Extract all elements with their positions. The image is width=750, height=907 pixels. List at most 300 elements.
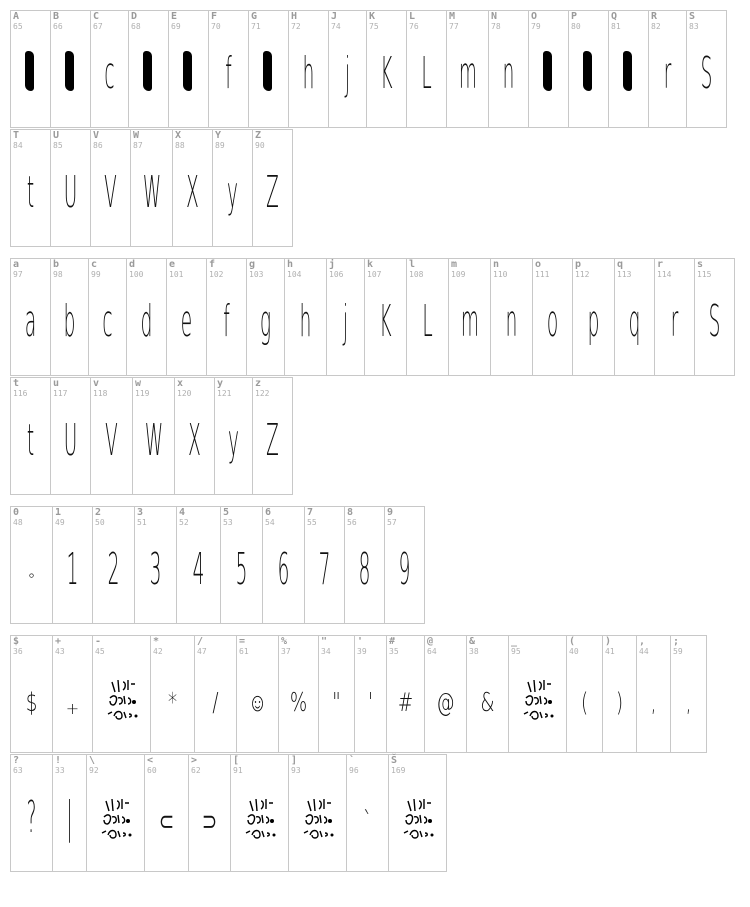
glyph-label: k xyxy=(367,259,374,270)
glyph-sample: ☺ xyxy=(248,688,267,718)
glyph-label: Z xyxy=(255,130,262,141)
glyph-cell xyxy=(568,10,609,128)
glyph-cell xyxy=(144,754,189,872)
glyph-code: 120 xyxy=(177,389,192,398)
glyph-cell xyxy=(488,10,529,128)
glyph-cell xyxy=(424,635,467,753)
glyph-sample: h xyxy=(302,48,315,99)
glyph-label: L xyxy=(409,11,416,22)
glyph-code: 57 xyxy=(387,518,397,527)
glyph-cell xyxy=(50,10,91,128)
glyph-sample: o xyxy=(546,296,559,347)
glyph-sample: y xyxy=(227,167,238,218)
glyph-code: 71 xyxy=(251,22,261,31)
glyph-sample: ' xyxy=(367,688,374,718)
glyph-code: 85 xyxy=(53,141,63,150)
glyph-code: 78 xyxy=(491,22,501,31)
glyph-label: , xyxy=(639,636,646,647)
glyph-cell xyxy=(10,10,51,128)
glyph-code: 88 xyxy=(175,141,185,150)
glyph-code: 70 xyxy=(211,22,221,31)
glyph-cell xyxy=(126,258,167,376)
glyph-label: h xyxy=(287,259,294,270)
glyph-cell xyxy=(134,506,177,624)
glyph-label: A xyxy=(13,11,20,22)
glyph-code: 86 xyxy=(93,141,103,150)
glyph-sample: 5 xyxy=(235,544,248,595)
glyph-code: 35 xyxy=(389,647,399,656)
glyph-code: 169 xyxy=(391,766,406,775)
glyph-code: 77 xyxy=(449,22,459,31)
filled-glyph-shape xyxy=(543,51,552,91)
glyph-label: ( xyxy=(569,636,576,647)
glyph-sample: X xyxy=(186,167,199,218)
logo-glyph-icon xyxy=(400,795,436,841)
glyph-cell xyxy=(466,635,509,753)
glyph-code: 102 xyxy=(209,270,224,279)
glyph-cell xyxy=(206,258,247,376)
glyph-code: 72 xyxy=(291,22,301,31)
glyph-cell xyxy=(566,635,603,753)
glyph-code: 52 xyxy=(179,518,189,527)
glyph-sample: L xyxy=(422,296,433,347)
glyph-label: # xyxy=(389,636,396,647)
glyph-cell xyxy=(490,258,533,376)
glyph-sample: j xyxy=(342,296,349,347)
glyph-code: 100 xyxy=(129,270,144,279)
glyph-label: H xyxy=(291,11,298,22)
glyph-label: Š xyxy=(391,755,398,766)
glyph-label: \ xyxy=(89,755,96,766)
glyph-code: 59 xyxy=(673,647,683,656)
glyph-sample: L xyxy=(421,48,432,99)
glyph-sample: t xyxy=(26,167,35,218)
glyph-label: ` xyxy=(349,755,356,766)
glyph-label: T xyxy=(13,130,20,141)
glyph-code: 38 xyxy=(469,647,479,656)
glyph-sample: c xyxy=(102,296,113,347)
filled-glyph-shape xyxy=(25,51,34,91)
glyph-cell xyxy=(354,635,387,753)
glyph-sample: S xyxy=(708,296,721,347)
glyph-sample: X xyxy=(188,415,201,466)
glyph-code: 33 xyxy=(55,766,65,775)
glyph-label: C xyxy=(93,11,100,22)
glyph-cell xyxy=(194,635,237,753)
glyph-label: = xyxy=(239,636,246,647)
glyph-cell xyxy=(52,635,93,753)
glyph-cell xyxy=(168,10,209,128)
glyph-cell xyxy=(284,258,327,376)
glyph-sample: , xyxy=(650,688,657,718)
glyph-code: 83 xyxy=(689,22,699,31)
glyph-sample: % xyxy=(289,688,308,718)
glyph-label: 7 xyxy=(307,507,314,518)
glyph-code: 51 xyxy=(137,518,147,527)
glyph-label: D xyxy=(131,11,138,22)
glyph-label: M xyxy=(449,11,456,22)
glyph-code: 43 xyxy=(55,647,65,656)
glyph-cell xyxy=(614,258,655,376)
glyph-cell xyxy=(10,129,51,247)
glyph-label: p xyxy=(575,259,582,270)
glyph-cell xyxy=(230,754,289,872)
glyph-cell xyxy=(212,129,253,247)
glyph-code: 109 xyxy=(451,270,466,279)
glyph-sample: 3 xyxy=(149,544,162,595)
glyph-label: q xyxy=(617,259,624,270)
glyph-label: w xyxy=(135,378,142,389)
glyph-label: V xyxy=(93,130,100,141)
glyph-label: B xyxy=(53,11,60,22)
glyph-code: 89 xyxy=(215,141,225,150)
glyph-label: N xyxy=(491,11,498,22)
glyph-cell xyxy=(92,506,135,624)
glyph-sample: c xyxy=(104,48,115,99)
glyph-label: & xyxy=(469,636,476,647)
glyph-sample: Z xyxy=(266,167,279,218)
glyph-cell xyxy=(10,635,53,753)
glyph-code: 93 xyxy=(291,766,301,775)
glyph-cell xyxy=(694,258,735,376)
glyph-sample: 2 xyxy=(107,544,120,595)
glyph-label: * xyxy=(153,636,160,647)
glyph-label: ! xyxy=(55,755,62,766)
glyph-sample: / xyxy=(212,688,219,718)
glyph-sample: b xyxy=(63,296,76,347)
glyph-cell xyxy=(532,258,573,376)
glyph-code: 41 xyxy=(605,647,615,656)
glyph-code: 53 xyxy=(223,518,233,527)
glyph-cell xyxy=(344,506,385,624)
glyph-sample: r xyxy=(663,48,672,99)
glyph-label: l xyxy=(409,259,416,270)
glyph-sample: U xyxy=(63,167,78,218)
glyph-label: 3 xyxy=(137,507,144,518)
glyph-cell xyxy=(384,506,425,624)
glyph-code: 122 xyxy=(255,389,270,398)
glyph-label: _ xyxy=(511,636,518,647)
glyph-sample: Z xyxy=(266,415,279,466)
glyph-code: 76 xyxy=(409,22,419,31)
glyph-cell xyxy=(50,258,89,376)
glyph-cell xyxy=(366,10,407,128)
glyph-code: 110 xyxy=(493,270,508,279)
glyph-code: 66 xyxy=(53,22,63,31)
glyph-sample: g xyxy=(259,296,272,347)
logo-glyph-icon xyxy=(520,676,556,722)
glyph-sample: 4 xyxy=(192,544,205,595)
glyph-sample: ° xyxy=(27,570,36,589)
glyph-code: 63 xyxy=(13,766,23,775)
glyph-code: 90 xyxy=(255,141,265,150)
glyph-label: g xyxy=(249,259,256,270)
glyph-cell xyxy=(90,129,131,247)
glyph-label: K xyxy=(369,11,376,22)
glyph-sample: n xyxy=(502,48,515,99)
glyph-code: 34 xyxy=(321,647,331,656)
glyph-code: 42 xyxy=(153,647,163,656)
glyph-cell xyxy=(318,635,355,753)
glyph-label: < xyxy=(147,755,154,766)
glyph-label: 5 xyxy=(223,507,230,518)
filled-glyph-shape xyxy=(263,51,272,91)
glyph-code: 103 xyxy=(249,270,264,279)
glyph-label: 4 xyxy=(179,507,186,518)
glyph-label: 0 xyxy=(13,507,20,518)
glyph-cell xyxy=(50,377,91,495)
glyph-code: 92 xyxy=(89,766,99,775)
glyph-cell xyxy=(346,754,389,872)
glyph-code: 81 xyxy=(611,22,621,31)
glyph-label: n xyxy=(493,259,500,270)
glyph-sample: 6 xyxy=(277,544,290,595)
glyph-sample: + xyxy=(65,699,80,718)
glyph-code: 107 xyxy=(367,270,382,279)
glyph-cell xyxy=(448,258,491,376)
glyph-cell xyxy=(176,506,221,624)
glyph-cell xyxy=(446,10,489,128)
glyph-cell xyxy=(246,258,285,376)
glyph-label: 1 xyxy=(55,507,62,518)
glyph-code: 47 xyxy=(197,647,207,656)
filled-glyph-shape xyxy=(65,51,74,91)
glyph-label: P xyxy=(571,11,578,22)
glyph-code: 121 xyxy=(217,389,232,398)
glyph-label: @ xyxy=(427,636,434,647)
glyph-label: R xyxy=(651,11,658,22)
glyph-label: O xyxy=(531,11,538,22)
glyph-code: 68 xyxy=(131,22,141,31)
glyph-code: 115 xyxy=(697,270,712,279)
glyph-code: 60 xyxy=(147,766,157,775)
glyph-sample: 1 xyxy=(66,544,79,595)
glyph-sample: 9 xyxy=(398,544,411,595)
glyph-label: z xyxy=(255,378,262,389)
glyph-label: r xyxy=(657,259,664,270)
glyph-sample: a xyxy=(24,296,37,347)
filled-glyph-shape xyxy=(623,51,632,91)
glyph-sample: # xyxy=(397,688,414,718)
logo-glyph-icon xyxy=(242,795,278,841)
glyph-sample: ⊂ xyxy=(158,807,175,837)
glyph-label: j xyxy=(329,259,336,270)
glyph-label: [ xyxy=(233,755,240,766)
glyph-sample: & xyxy=(480,688,495,718)
glyph-cell xyxy=(10,258,51,376)
glyph-sample: ( xyxy=(580,688,589,718)
glyph-cell xyxy=(52,506,93,624)
glyph-sample: h xyxy=(299,296,312,347)
glyph-code: 113 xyxy=(617,270,632,279)
glyph-cell xyxy=(328,10,367,128)
glyph-cell xyxy=(132,377,175,495)
glyph-sample: V xyxy=(105,415,118,466)
glyph-code: 114 xyxy=(657,270,672,279)
glyph-sample: n xyxy=(505,296,518,347)
glyph-cell xyxy=(10,754,53,872)
glyph-code: 49 xyxy=(55,518,65,527)
glyph-sample: W xyxy=(142,167,162,218)
glyph-code: 116 xyxy=(13,389,28,398)
glyph-code: 61 xyxy=(239,647,249,656)
glyph-sample: r xyxy=(670,296,679,347)
glyph-label: m xyxy=(451,259,458,270)
glyph-cell xyxy=(278,635,319,753)
glyph-label: o xyxy=(535,259,542,270)
glyph-cell xyxy=(10,377,51,495)
glyph-cell xyxy=(262,506,305,624)
glyph-cell xyxy=(220,506,263,624)
glyph-code: 117 xyxy=(53,389,68,398)
glyph-label: U xyxy=(53,130,60,141)
glyph-sample: p xyxy=(587,296,600,347)
glyph-cell xyxy=(288,754,347,872)
glyph-code: 118 xyxy=(93,389,108,398)
glyph-sample: ` xyxy=(362,807,373,837)
glyph-label: % xyxy=(281,636,288,647)
glyph-sample: f xyxy=(223,296,230,347)
glyph-cell xyxy=(90,10,129,128)
glyph-sample: $ xyxy=(25,688,38,718)
glyph-label: 8 xyxy=(347,507,354,518)
glyph-cell xyxy=(572,258,615,376)
glyph-cell xyxy=(686,10,727,128)
glyph-sample: | xyxy=(66,792,73,843)
glyph-label: b xyxy=(53,259,60,270)
glyph-cell xyxy=(508,635,567,753)
glyph-label: > xyxy=(191,755,198,766)
glyph-cell xyxy=(150,635,195,753)
glyph-label: 9 xyxy=(387,507,394,518)
glyph-cell xyxy=(602,635,637,753)
glyph-cell xyxy=(86,754,145,872)
glyph-cell xyxy=(252,377,293,495)
glyph-cell xyxy=(208,10,249,128)
glyph-label: W xyxy=(133,130,140,141)
glyph-cell xyxy=(130,129,173,247)
glyph-code: 98 xyxy=(53,270,63,279)
glyph-code: 69 xyxy=(171,22,181,31)
glyph-cell xyxy=(50,129,91,247)
glyph-code: 65 xyxy=(13,22,23,31)
glyph-cell xyxy=(174,377,215,495)
glyph-label: ] xyxy=(291,755,298,766)
glyph-code: 62 xyxy=(191,766,201,775)
glyph-code: 80 xyxy=(571,22,581,31)
glyph-cell xyxy=(88,258,127,376)
glyph-cell xyxy=(364,258,407,376)
glyph-code: 111 xyxy=(535,270,550,279)
glyph-label: e xyxy=(169,259,176,270)
glyph-label: F xyxy=(211,11,218,22)
glyph-code: 104 xyxy=(287,270,302,279)
glyph-cell xyxy=(648,10,687,128)
filled-glyph-shape xyxy=(183,51,192,91)
glyph-label: a xyxy=(13,259,20,270)
glyph-code: 101 xyxy=(169,270,184,279)
glyph-label: / xyxy=(197,636,204,647)
glyph-cell xyxy=(172,129,213,247)
logo-glyph-icon xyxy=(300,795,336,841)
glyph-code: 99 xyxy=(91,270,101,279)
glyph-cell xyxy=(386,635,425,753)
filled-glyph-shape xyxy=(143,51,152,91)
glyph-sample: , xyxy=(685,688,692,718)
glyph-code: 50 xyxy=(95,518,105,527)
glyph-cell xyxy=(92,635,151,753)
glyph-label: f xyxy=(209,259,216,270)
glyph-code: 87 xyxy=(133,141,143,150)
glyph-sample: ? xyxy=(26,792,37,843)
glyph-cell xyxy=(288,10,329,128)
glyph-label: 6 xyxy=(265,507,272,518)
glyph-cell xyxy=(388,754,447,872)
glyph-label: v xyxy=(93,378,100,389)
glyph-label: - xyxy=(95,636,102,647)
glyph-cell xyxy=(406,10,447,128)
glyph-cell xyxy=(406,258,449,376)
glyph-sample: 8 xyxy=(358,544,371,595)
glyph-sample: V xyxy=(104,167,117,218)
logo-glyph-icon xyxy=(104,676,140,722)
glyph-sample: 7 xyxy=(318,544,331,595)
logo-glyph-icon xyxy=(98,795,134,841)
glyph-code: 119 xyxy=(135,389,150,398)
glyph-code: 75 xyxy=(369,22,379,31)
glyph-code: 48 xyxy=(13,518,23,527)
glyph-label: S xyxy=(689,11,696,22)
glyph-sample: t xyxy=(26,415,35,466)
glyph-sample: m xyxy=(458,48,477,99)
glyph-code: 91 xyxy=(233,766,243,775)
glyph-code: 106 xyxy=(329,270,344,279)
glyph-sample: @ xyxy=(436,688,455,718)
glyph-code: 84 xyxy=(13,141,23,150)
glyph-label: y xyxy=(217,378,224,389)
glyph-label: E xyxy=(171,11,178,22)
glyph-sample: K xyxy=(380,48,393,99)
glyph-cell xyxy=(608,10,649,128)
glyph-sample: f xyxy=(225,48,232,99)
glyph-code: 36 xyxy=(13,647,23,656)
glyph-sample: U xyxy=(63,415,78,466)
glyph-cell xyxy=(326,258,365,376)
glyph-label: ? xyxy=(13,755,20,766)
glyph-label: ' xyxy=(357,636,364,647)
glyph-cell xyxy=(670,635,707,753)
glyph-label: u xyxy=(53,378,60,389)
glyph-code: 108 xyxy=(409,270,424,279)
glyph-sample: " xyxy=(332,688,341,718)
glyph-cell xyxy=(128,10,169,128)
glyph-cell xyxy=(52,754,87,872)
glyph-cell xyxy=(90,377,133,495)
glyph-cell xyxy=(214,377,253,495)
glyph-code: 55 xyxy=(307,518,317,527)
glyph-cell xyxy=(236,635,279,753)
glyph-label: G xyxy=(251,11,258,22)
glyph-label: " xyxy=(321,636,328,647)
glyph-code: 79 xyxy=(531,22,541,31)
glyph-sample: d xyxy=(140,296,153,347)
glyph-sample: q xyxy=(628,296,641,347)
glyph-label: x xyxy=(177,378,184,389)
glyph-label: s xyxy=(697,259,704,270)
glyph-label: $ xyxy=(13,636,20,647)
glyph-label: 2 xyxy=(95,507,102,518)
glyph-label: ; xyxy=(673,636,680,647)
